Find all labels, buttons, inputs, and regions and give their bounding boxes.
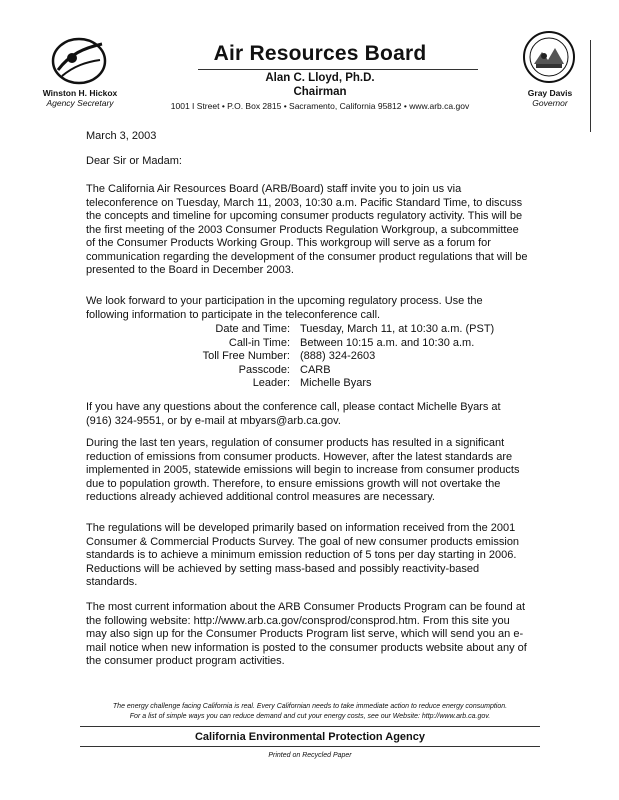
left-official-title: Agency Secretary (46, 98, 114, 108)
energy-notice-link: For a list of simple ways you can reduce demand and cut your energy costs, see our Website: http://www.arb.ca.gov. (129, 713, 491, 720)
detail-row (190, 337, 494, 351)
detail-row (190, 377, 494, 391)
left-official-name: Winston H. Hickox (42, 88, 118, 98)
letter-date: March 3, 2003 (86, 130, 157, 142)
detail-value: Michelle Byars (300, 377, 372, 389)
right-official-name: Gray Davis (527, 88, 573, 98)
footer-divider-top (80, 726, 540, 727)
paragraph-participation: We look forward to your participation in the upcoming regulatory process. Use the following information to participate in the teleconference call. (86, 295, 483, 321)
chairman-name: Alan C. Lloyd, Ph.D. (265, 72, 375, 84)
agency-address: 1001 I Street • P.O. Box 2815 • Sacramento, California 95812 • www.arb.ca.gov (170, 101, 470, 111)
detail-row (190, 364, 494, 378)
agency-name: Air Resources Board (213, 42, 427, 65)
detail-label: Call-in Time: (228, 336, 290, 349)
header-divider (198, 69, 478, 70)
paragraph-invitation: The California Air Resources Board (ARB/Board) staff invite you to join us via teleconference on Tuesday, March 11, 2003, 10:30 a.m. Pacific Standard Time, to discuss the concepts and timeline for upcoming consumer products regulatory activity. This will be the first meeting of the 2003 Consumer Products Regulation Workgroup, a subcommittee of the Consumer Products Working Group. This workgroup will serve as a forum for communication regarding the development of the consumer product regulations that will be presented to the Board in December 2003. (86, 183, 528, 276)
detail-label: Leader: (252, 377, 290, 389)
detail-row (190, 350, 494, 364)
paragraph-background: During the last ten years, regulation of consumer products has resulted in a significant reduction of emissions from consumer products. However, after the latest standards are implemented in 2005, statewide emissions will begin to increase from consumer products due to population growth. Therefore, to ensure emissions growth will not overtake the reductions already achieved additional control measures are necessary. (86, 437, 520, 503)
recycled-paper-note: Printed on Recycled Paper (268, 752, 352, 759)
teleconference-details (190, 323, 494, 391)
detail-row (190, 323, 494, 337)
footer-divider-bottom (80, 746, 540, 747)
detail-label: Date and Time: (215, 323, 290, 335)
paragraph-website: The most current information about the ARB Consumer Products Program can be found at the following website: http://www.arb.ca.gov/consprod/consprod.htm. From this site you may also sign up for the Consumer Products Program list serve, which will send you an e-mail notice when new information is posted to the consumer products website about any of the consumer product program activities. (86, 601, 527, 667)
chairman-title: Chairman (293, 86, 347, 98)
side-divider (590, 40, 591, 132)
state-seal-icon (522, 30, 576, 84)
paragraph-regulations: The regulations will be developed primarily based on information received from the 2001 Consumer & Commercial Products Survey. The goal of new consumer products emission standards is to achieve a minimum emission reduction of 5 tons per day starting in 2006. Reductions will be achieved by setting mass-based and possibly reactivity-based standards. (86, 522, 520, 588)
detail-value: Between 10:15 a.m. and 10:30 a.m. (300, 336, 475, 349)
detail-label: Passcode: (238, 363, 290, 376)
footer-agency-name: California Environmental Protection Agency (194, 731, 426, 743)
right-official-title: Governor (532, 98, 568, 108)
detail-value: (888) 324-2603 (300, 350, 376, 362)
detail-value: CARB (300, 363, 331, 376)
calepa-logo-icon (50, 36, 108, 86)
paragraph-contact: If you have any questions about the conference call, please contact Michelle Byars at (916) 324-9551, or by e-mail at mbyars@arb.ca.gov. (86, 401, 501, 427)
detail-value: Tuesday, March 11, at 10:30 a.m. (PST) (300, 323, 495, 335)
letter-greeting: Dear Sir or Madam: (86, 155, 182, 167)
detail-label: Toll Free Number: (202, 350, 290, 362)
energy-notice: The energy challenge facing California is real. Every Californian needs to take immediate action to reduce energy consumption. (112, 703, 508, 710)
